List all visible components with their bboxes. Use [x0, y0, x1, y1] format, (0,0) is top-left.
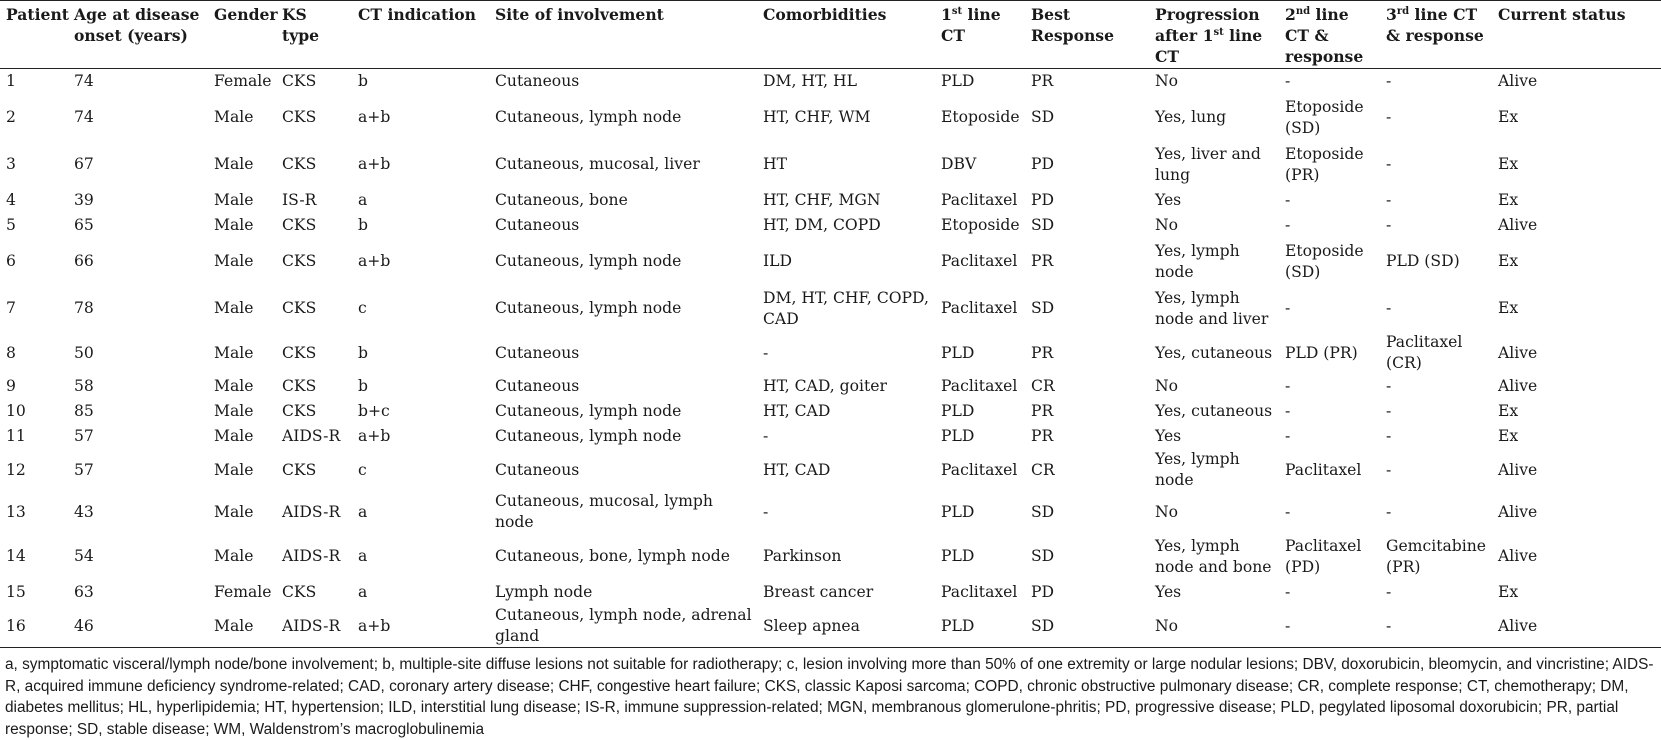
table-row	[0, 188, 1661, 213]
cell-ks-type: CKS	[282, 460, 317, 479]
cell-current-status: Alive	[1498, 502, 1538, 521]
cell-ct-indication: c	[358, 299, 367, 317]
cell-current-status: Alive	[1498, 547, 1538, 565]
cell-current-status: Alive	[1498, 460, 1538, 479]
cell-patient: 11	[6, 427, 26, 445]
cell-first-line: Paclitaxel	[941, 191, 1018, 209]
cell-second-line: Etoposide (SD)	[1285, 97, 1364, 137]
cell-progression: No	[1155, 216, 1179, 234]
cell-second-line: -	[1285, 191, 1291, 209]
cell-progression: Yes, lymph node	[1155, 241, 1240, 281]
cell-age: 54	[74, 547, 94, 565]
cell-best-response: PD	[1031, 155, 1054, 173]
cell-site: Cutaneous, lymph node	[495, 108, 682, 126]
cell-site: Cutaneous, lymph node	[495, 427, 682, 445]
cell-age: 78	[74, 299, 94, 317]
cell-comorbidities: ILD	[763, 252, 793, 270]
cell-ct-indication: b	[358, 72, 368, 90]
header-third-line: 3rd line CT & response	[1380, 1, 1492, 69]
cell-ks-type: CKS	[282, 299, 317, 317]
cell-current-status: Ex	[1498, 108, 1519, 126]
cell-patient: 9	[6, 377, 16, 395]
cell-first-line: Paclitaxel	[941, 583, 1018, 601]
cell-current-status: Alive	[1498, 377, 1538, 395]
cell-best-response: SD	[1025, 605, 1149, 648]
cell-comorbidities: HT, CHF, MGN	[763, 191, 881, 209]
cell-ct-indication: a	[358, 583, 368, 601]
cell-third-line: -	[1386, 191, 1392, 209]
cell-progression: No	[1155, 502, 1179, 521]
cell-third-line: Gemcitabine (PR)	[1386, 536, 1486, 576]
cell-comorbidities: DM, HT, HL	[763, 72, 857, 90]
cell-ct-indication: a+b	[358, 252, 391, 270]
cell-site: Cutaneous	[495, 460, 580, 479]
cell-age: 74	[74, 72, 94, 90]
cell-third-line: -	[1386, 155, 1392, 173]
cell-current-status: Alive	[1498, 343, 1538, 362]
cell-second-line: -	[1285, 502, 1291, 521]
cell-comorbidities: HT, CAD	[763, 402, 831, 420]
cell-current-status: Ex	[1498, 252, 1519, 270]
cell-gender: Male	[214, 108, 254, 126]
cell-first-line: PLD	[941, 427, 975, 445]
cell-current-status: Alive	[1492, 605, 1661, 648]
cell-ct-indication: b+c	[358, 402, 390, 420]
cell-ks-type: CKS	[282, 402, 317, 420]
cell-age: 57	[74, 460, 94, 479]
cell-patient: 10	[6, 402, 26, 420]
cell-second-line: -	[1285, 72, 1291, 90]
cell-progression: Yes	[1155, 191, 1182, 209]
cell-current-status: Ex	[1498, 583, 1519, 601]
header-age: Age at disease onset (years)	[68, 1, 208, 69]
cell-age: 43	[74, 502, 94, 521]
cell-third-line: -	[1386, 460, 1392, 479]
cell-best-response: PR	[1031, 72, 1054, 90]
cell-ks-type: CKS	[282, 72, 317, 90]
cell-comorbidities: HT, DM, COPD	[763, 216, 881, 234]
cell-ks-type: CKS	[282, 216, 317, 234]
cell-third-line: Paclitaxel (CR)	[1386, 333, 1463, 372]
cell-current-status: Ex	[1498, 155, 1519, 173]
cell-first-line: PLD	[941, 547, 975, 565]
cell-third-line: -	[1386, 108, 1392, 126]
cell-third-line: -	[1386, 216, 1392, 234]
cell-second-line: Paclitaxel (PD)	[1285, 536, 1362, 576]
header-current-status: Current status	[1492, 1, 1661, 69]
cell-progression: No	[1149, 605, 1279, 648]
cell-comorbidities: -	[763, 502, 769, 521]
cell-third-line: -	[1386, 72, 1392, 90]
cell-ks-type: AIDS-R	[282, 502, 341, 521]
cell-current-status: Alive	[1498, 72, 1538, 90]
cell-ct-indication: b	[358, 343, 368, 362]
cell-gender: Male	[214, 299, 254, 317]
table-row	[0, 399, 1661, 424]
cell-first-line: Paclitaxel	[941, 460, 1018, 479]
cell-second-line: PLD (PR)	[1285, 343, 1358, 362]
cell-ct-indication: c	[358, 460, 367, 479]
cell-comorbidities: Sleep apnea	[757, 605, 935, 648]
cell-age: 50	[74, 343, 94, 362]
cell-age: 46	[68, 605, 208, 648]
cell-ct-indication: a	[358, 547, 368, 565]
cell-patient: 16	[0, 605, 68, 648]
cell-comorbidities: -	[763, 427, 769, 445]
table-row	[0, 491, 1661, 533]
cell-patient: 13	[6, 502, 26, 521]
cell-ks-type: CKS	[282, 108, 317, 126]
cell-age: 58	[74, 377, 94, 395]
cell-progression: Yes, lymph node and liver	[1155, 288, 1269, 328]
cell-gender: Male	[214, 216, 254, 234]
cell-site: Cutaneous, mucosal, liver	[495, 155, 700, 173]
table-row	[0, 238, 1661, 285]
cell-site: Cutaneous, lymph node	[495, 252, 682, 270]
cell-progression: Yes, liver and lung	[1155, 144, 1261, 184]
table-body	[0, 69, 1661, 648]
cell-patient: 4	[6, 191, 16, 209]
table-row	[0, 213, 1661, 238]
cell-best-response: SD	[1031, 216, 1055, 234]
table-row	[0, 285, 1661, 332]
cell-current-status: Ex	[1498, 299, 1519, 317]
cell-best-response: PR	[1031, 402, 1054, 420]
cell-progression: Yes, lung	[1155, 108, 1227, 126]
cell-second-line: -	[1285, 427, 1291, 445]
table-row	[0, 69, 1661, 95]
cell-third-line: -	[1386, 502, 1392, 521]
cell-progression: Yes, lymph node	[1155, 450, 1240, 489]
cell-first-line: PLD	[935, 605, 1025, 648]
table-row	[0, 141, 1661, 188]
cell-first-line: PLD	[941, 402, 975, 420]
cell-age: 85	[74, 402, 94, 420]
table-footnote: a, symptomatic visceral/lymph node/bone involvement; b, multiple-site diffuse lesions not suitable for radiotherapy; c, lesion involving more than 50% of one extremity or large nodular lesions; DBV, doxorubicin, bleomycin, and vincristine; AIDS-R, acquired immune deficiency syndrome-related; CAD, coronary artery disease; CHF, congestive heart failure; CKS, classic Kaposi sarcoma; COPD, chronic obstructive pulmonary disease; CR, complete response; CT, chemotherapy; DM, diabetes mellitus; HL, hyperlipidemia; HT, hypertension; ILD, interstitial lung disease; IS-R, immune suppression-related; MGN, membranous glomerulone-phritis; PD, progressive disease; PLD, pegylated liposomal doxorubicin; PR, partial response; SD, stable disease; WM, Waldenstrom’s macroglobulinemia	[5, 656, 1654, 738]
cell-patient: 5	[6, 216, 16, 234]
cell-patient: 6	[6, 252, 16, 270]
cell-patient: 2	[6, 108, 16, 126]
cell-gender: Male	[214, 547, 254, 565]
table-row	[0, 449, 1661, 491]
cell-comorbidities: -	[763, 343, 769, 362]
cell-first-line: PLD	[941, 72, 975, 90]
cell-comorbidities: HT, CAD, goiter	[763, 377, 887, 395]
cell-site: Cutaneous, mucosal, lymph node	[495, 492, 713, 531]
cell-best-response: PD	[1031, 583, 1054, 601]
cell-comorbidities: HT, CAD	[763, 460, 831, 479]
cell-site: Cutaneous, lymph node, adrenal gland	[489, 605, 757, 648]
cell-second-line: -	[1285, 583, 1291, 601]
cell-gender: Male	[214, 252, 254, 270]
table-row	[0, 94, 1661, 141]
cell-second-line: -	[1279, 605, 1380, 648]
cell-patient: 14	[6, 547, 26, 565]
cell-first-line: Etoposide	[941, 216, 1020, 234]
cell-best-response: CR	[1031, 377, 1055, 395]
cell-progression: No	[1155, 72, 1179, 90]
cell-second-line: Etoposide (PR)	[1285, 144, 1364, 184]
cell-gender: Male	[214, 191, 254, 209]
cell-ks-type: AIDS-R	[282, 547, 341, 565]
cell-progression: No	[1155, 377, 1179, 395]
cell-site: Cutaneous, lymph node	[495, 402, 682, 420]
table-row	[0, 424, 1661, 449]
table-header	[0, 1, 1661, 69]
cell-second-line: -	[1285, 216, 1291, 234]
cell-gender: Male	[214, 402, 254, 420]
cell-site: Lymph node	[495, 583, 593, 601]
cell-patient: 3	[6, 155, 16, 173]
header-patient: Patient	[0, 1, 68, 69]
cell-progression: Yes, lymph node and bone	[1155, 536, 1272, 576]
cell-age: 65	[74, 216, 94, 234]
cell-ct-indication: a	[358, 191, 368, 209]
cell-third-line: PLD (SD)	[1386, 252, 1460, 270]
cell-patient: 8	[6, 343, 16, 362]
cell-second-line: -	[1285, 377, 1291, 395]
cell-ks-type: CKS	[282, 343, 317, 362]
cell-site: Cutaneous	[495, 343, 580, 362]
cell-patient: 7	[6, 299, 16, 317]
cell-third-line: -	[1386, 402, 1392, 420]
cell-comorbidities: HT, CHF, WM	[763, 108, 871, 126]
cell-site: Cutaneous	[495, 216, 580, 234]
cell-second-line: Etoposide (SD)	[1285, 241, 1364, 281]
cell-ct-indication: a+b	[352, 605, 489, 648]
cell-first-line: Paclitaxel	[941, 377, 1018, 395]
cell-ct-indication: a+b	[358, 427, 391, 445]
cell-age: 39	[74, 191, 94, 209]
cell-ct-indication: b	[358, 377, 368, 395]
table-row	[0, 605, 1661, 648]
cell-first-line: PLD	[941, 343, 975, 362]
cell-ks-type: CKS	[282, 155, 317, 173]
cell-site: Cutaneous	[495, 72, 580, 90]
header-comorbidities: Comorbidities	[757, 1, 935, 69]
cell-current-status: Ex	[1498, 402, 1519, 420]
cell-best-response: PR	[1031, 252, 1054, 270]
cell-gender: Female	[214, 583, 272, 601]
cell-age: 63	[74, 583, 94, 601]
cell-comorbidities: DM, HT, CHF, COPD, CAD	[763, 288, 929, 328]
cell-first-line: Paclitaxel	[941, 299, 1018, 317]
table-row	[0, 332, 1661, 374]
cell-third-line: -	[1386, 377, 1392, 395]
table-row	[0, 374, 1661, 399]
cell-first-line: PLD	[941, 502, 975, 521]
cell-third-line: -	[1386, 299, 1392, 317]
cell-site: Cutaneous, bone	[495, 191, 628, 209]
cell-third-line: -	[1380, 605, 1492, 648]
cell-progression: Yes	[1155, 583, 1182, 601]
cell-age: 66	[74, 252, 94, 270]
cell-gender: Male	[214, 502, 254, 521]
header-first-line: 1st line CT	[935, 1, 1025, 69]
cell-current-status: Ex	[1498, 427, 1519, 445]
header-ks-type: KS type	[276, 1, 352, 69]
cell-best-response: CR	[1031, 460, 1055, 479]
cell-gender: Male	[214, 155, 254, 173]
cell-gender: Male	[214, 427, 254, 445]
cell-second-line: -	[1285, 402, 1291, 420]
cell-progression: Yes	[1155, 427, 1182, 445]
cell-progression: Yes, cutaneous	[1155, 402, 1273, 420]
cell-comorbidities: HT	[763, 155, 787, 173]
cell-gender: Male	[214, 377, 254, 395]
cell-best-response: SD	[1031, 299, 1055, 317]
header-gender: Gender	[208, 1, 276, 69]
cell-age: 67	[74, 155, 94, 173]
header-progression: Progression after 1st line CT	[1149, 1, 1279, 69]
cell-ks-type: AIDS-R	[276, 605, 352, 648]
cell-site: Cutaneous	[495, 377, 580, 395]
cell-progression: Yes, cutaneous	[1155, 343, 1273, 362]
cell-best-response: SD	[1031, 547, 1055, 565]
header-best-response: Best Response	[1025, 1, 1149, 69]
cell-current-status: Alive	[1498, 216, 1538, 234]
cell-patient: 12	[6, 460, 26, 479]
cell-ct-indication: a	[358, 502, 368, 521]
cell-best-response: PR	[1031, 343, 1054, 362]
cell-gender: Male	[214, 343, 254, 362]
table-row	[0, 533, 1661, 580]
cell-comorbidities: Parkinson	[763, 547, 842, 565]
cell-best-response: SD	[1031, 502, 1055, 521]
cell-first-line: Paclitaxel	[941, 252, 1018, 270]
cell-ks-type: IS-R	[282, 191, 317, 209]
cell-ct-indication: b	[358, 216, 368, 234]
cell-ct-indication: a+b	[358, 155, 391, 173]
cell-comorbidities: Breast cancer	[763, 583, 874, 601]
header-site: Site of involvement	[489, 1, 757, 69]
cell-ks-type: CKS	[282, 583, 317, 601]
cell-ks-type: CKS	[282, 377, 317, 395]
cell-second-line: Paclitaxel	[1285, 460, 1362, 479]
cell-current-status: Ex	[1498, 191, 1519, 209]
cell-ks-type: AIDS-R	[282, 427, 341, 445]
cell-age: 57	[74, 427, 94, 445]
cell-age: 74	[74, 108, 94, 126]
cell-gender: Male	[214, 460, 254, 479]
cell-first-line: Etoposide	[941, 108, 1020, 126]
header-second-line: 2nd line CT & response	[1279, 1, 1380, 69]
cell-best-response: PD	[1031, 191, 1054, 209]
table-row	[0, 580, 1661, 605]
cell-best-response: PR	[1031, 427, 1054, 445]
cell-patient: 1	[6, 72, 16, 90]
header-row	[0, 1, 1661, 69]
cell-site: Cutaneous, lymph node	[495, 299, 682, 317]
cell-third-line: -	[1386, 583, 1392, 601]
cell-ct-indication: a+b	[358, 108, 391, 126]
cell-second-line: -	[1285, 299, 1291, 317]
cell-third-line: -	[1386, 427, 1392, 445]
cell-best-response: SD	[1031, 108, 1055, 126]
cell-ks-type: CKS	[282, 252, 317, 270]
cell-gender: Female	[214, 72, 272, 90]
cell-gender: Male	[208, 605, 276, 648]
cell-patient: 15	[6, 583, 26, 601]
cell-site: Cutaneous, bone, lymph node	[495, 547, 730, 565]
cell-first-line: DBV	[941, 155, 977, 173]
header-ct-indication: CT indication	[352, 1, 489, 69]
